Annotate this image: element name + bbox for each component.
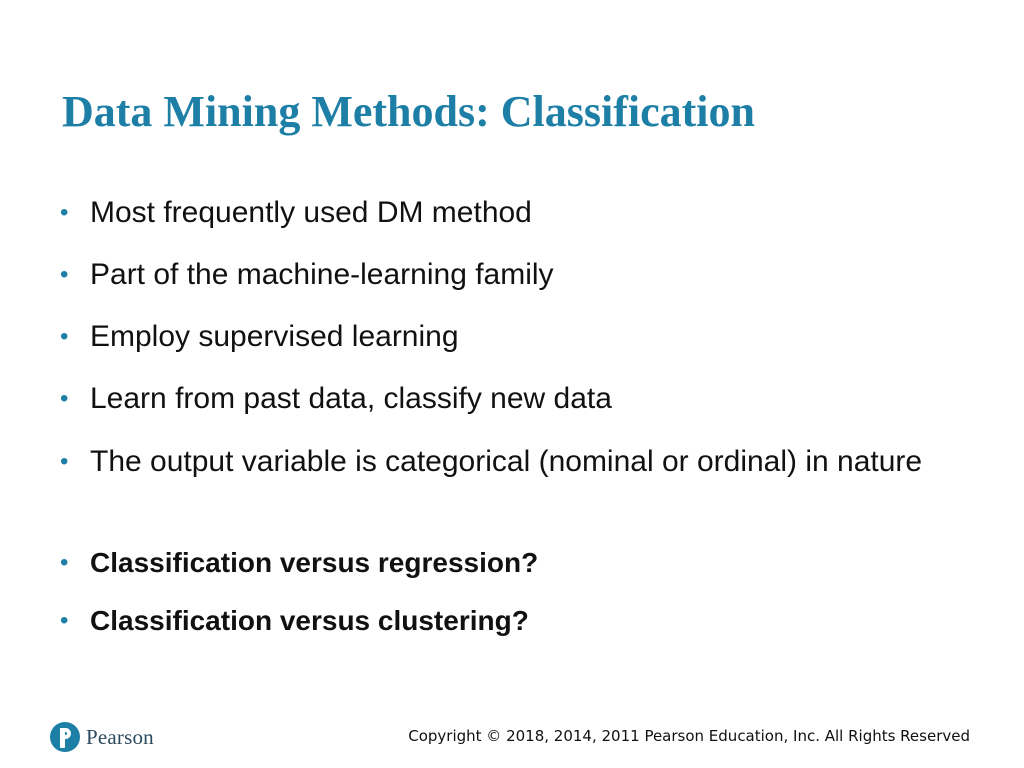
copyright-notice: Copyright © 2018, 2014, 2011 Pearson Education, Inc. All Rights Reserved — [408, 727, 970, 745]
bullet-item-question — [60, 543, 960, 583]
bullet-dot-icon: • — [60, 549, 69, 576]
bullet-item — [60, 317, 960, 357]
bullet-item — [60, 379, 960, 419]
bullet-text: Learn from past data, classify new data — [90, 382, 612, 415]
bullet-item — [60, 193, 960, 233]
bullet-item — [60, 442, 960, 482]
bullet-text: Employ supervised learning — [90, 320, 459, 353]
bullet-dot-icon: • — [60, 323, 69, 350]
slide-title: Data Mining Methods: Classification — [62, 87, 755, 136]
bullet-text: Part of the machine-learning family — [90, 258, 554, 291]
bullet-item — [60, 255, 960, 295]
bullet-dot-icon: • — [60, 385, 69, 412]
bullet-dot-icon: • — [60, 607, 69, 634]
bullet-text: Classification versus regression? — [90, 547, 539, 578]
bullet-text: Most frequently used DM method — [90, 196, 532, 229]
bullet-text: The output variable is categorical (nominal or ordinal) in nature — [90, 445, 923, 478]
bullet-dot-icon: • — [60, 261, 69, 288]
bullet-dot-icon: • — [60, 448, 69, 475]
bullet-dot-icon: • — [60, 199, 69, 226]
bullet-item-question — [60, 601, 960, 641]
pearson-logo — [50, 720, 154, 754]
pearson-logo-icon — [50, 722, 80, 752]
bullet-text: Classification versus clustering? — [90, 605, 529, 636]
logo-text: Pearson — [86, 724, 154, 749]
